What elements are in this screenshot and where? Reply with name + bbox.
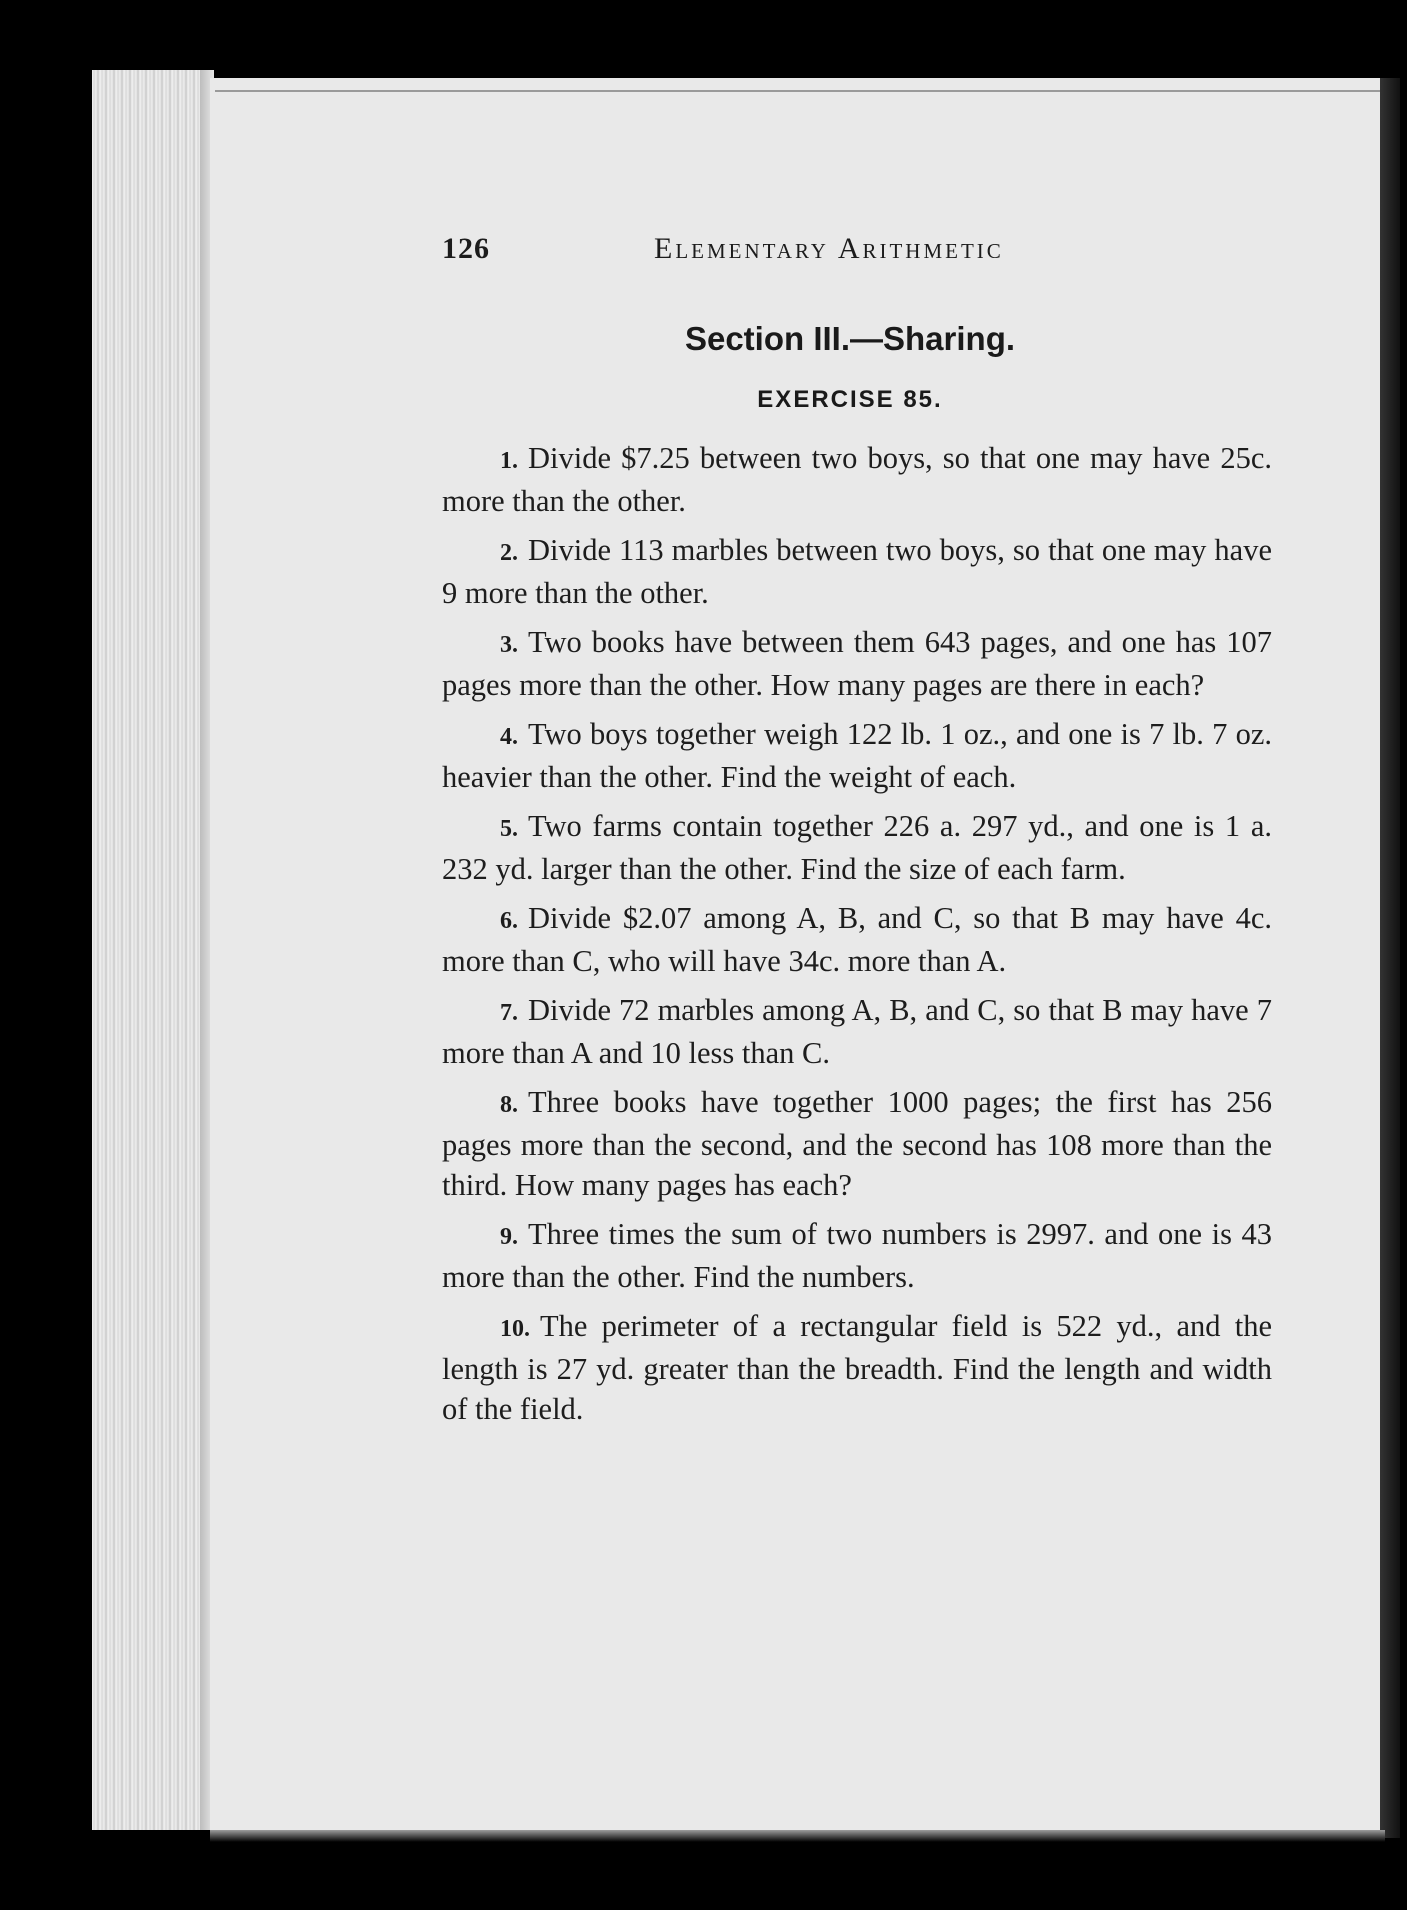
page-number: 126 — [442, 232, 490, 265]
top-rule — [215, 90, 1380, 92]
problem-number: 4. — [500, 724, 518, 750]
problem-text: Two farms contain together 226 a. 297 yd., and one is 1 a. 232 yd. larger than the other. Find the size of each farm. — [442, 809, 1272, 886]
problem-8 — [442, 1082, 1272, 1205]
problem-text: Two boys together weigh 122 lb. 1 oz., and one is 7 lb. 7 oz. heavier than the other. Find the weight of each. — [442, 717, 1272, 794]
problem-number: 3. — [500, 632, 518, 658]
problem-text: Two books have between them 643 pages, and one has 107 pages more than the other. How many pages are there in each? — [442, 625, 1272, 702]
problem-10 — [442, 1306, 1272, 1429]
exercise-list — [442, 438, 1272, 1438]
problem-9 — [442, 1214, 1272, 1297]
problem-4 — [442, 714, 1272, 797]
problem-number: 6. — [500, 908, 518, 934]
problem-text: Three times the sum of two numbers is 2997. and one is 43 more than the other. Find the numbers. — [442, 1217, 1272, 1294]
exercise-title: EXERCISE 85. — [757, 386, 943, 413]
problem-text: Divide 113 marbles between two boys, so that one may have 9 more than the other. — [442, 533, 1272, 610]
problem-text: Divide $7.25 between two boys, so that one may have 25c. more than the other. — [442, 441, 1272, 518]
problem-text: Three books have together 1000 pages; the first has 256 pages more than the second, and the second has 108 more than the third. How many pages has each? — [442, 1085, 1272, 1202]
problem-number: 7. — [500, 1000, 518, 1026]
problem-7 — [442, 990, 1272, 1073]
problem-number: 1. — [500, 448, 518, 474]
problem-2 — [442, 530, 1272, 613]
problem-number: 9. — [500, 1224, 518, 1250]
bottom-shadow — [210, 1830, 1385, 1842]
problem-text: Divide 72 marbles among A, B, and C, so that B may have 7 more than A and 10 less than C. — [442, 993, 1272, 1070]
problem-3 — [442, 622, 1272, 705]
problem-number: 2. — [500, 540, 518, 566]
book-spine — [1380, 78, 1400, 1838]
section-title: Section III.—Sharing. — [684, 320, 1016, 357]
page-edges — [92, 70, 207, 1830]
problem-text: Divide $2.07 among A, B, and C, so that B may have 4c. more than C, who will have 34c. more than A. — [442, 901, 1272, 978]
problem-number: 8. — [500, 1092, 518, 1118]
problem-6 — [442, 898, 1272, 981]
problem-text: The perimeter of a rectangular field is 522 yd., and the length is 27 yd. greater than the breadth. Find the length and width of the field. — [442, 1309, 1272, 1426]
problem-number: 10. — [500, 1316, 530, 1342]
problem-1 — [442, 438, 1272, 521]
problem-number: 5. — [500, 816, 518, 842]
book-title: Elementary Arithmetic — [654, 232, 1004, 265]
problem-5 — [442, 806, 1272, 889]
